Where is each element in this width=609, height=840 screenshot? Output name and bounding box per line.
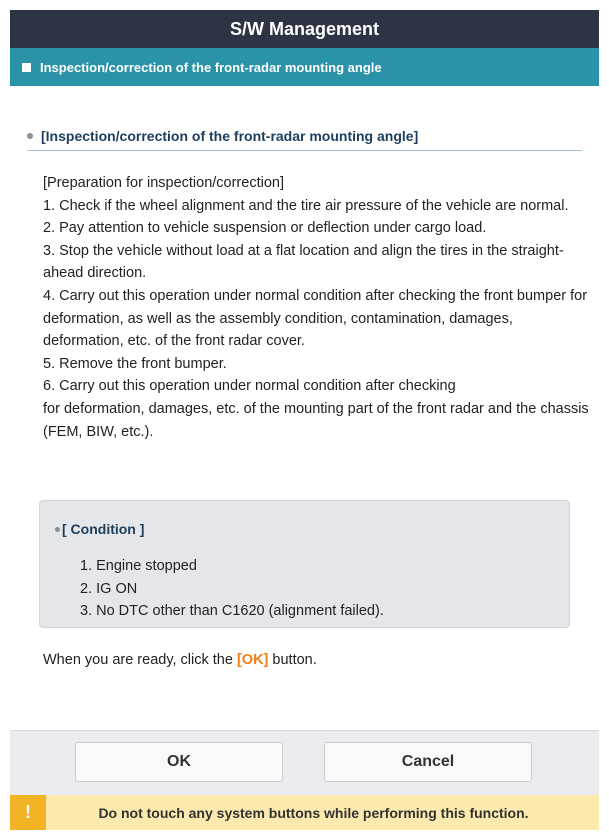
ok-button[interactable]: OK [75, 742, 283, 782]
condition-list [80, 555, 384, 623]
warning-icon: ! [10, 795, 46, 830]
subheader-bar [10, 48, 599, 86]
dialog [10, 10, 599, 840]
warning-bar [10, 795, 599, 830]
ready-prompt-before: When you are ready, click the [43, 652, 237, 668]
ready-prompt [43, 652, 317, 668]
instruction-line: [Preparation for inspection/correction] [43, 175, 284, 191]
instruction-line: 1. Check if the wheel alignment and the tire air pressure of the vehicle are normal. [43, 197, 569, 214]
condition-item: 3. No DTC other than C1620 (alignment failed). [80, 603, 384, 620]
condition-title: [ Condition ] [62, 521, 145, 537]
warning-text: Do not touch any system buttons while performing this function. [98, 804, 529, 821]
instruction-line: 5. Remove the front bumper. [43, 355, 227, 372]
instruction-line: for deformation, damages, etc. of the mounting part of the front radar and the chassis (FEM, BIW, etc.). [43, 400, 589, 440]
condition-box [39, 500, 570, 628]
condition-item: 1. Engine stopped [80, 558, 197, 574]
condition-item: 2. IG ON [80, 580, 138, 597]
condition-heading [55, 521, 144, 537]
instructions [43, 172, 591, 443]
instruction-line: 6. Carry out this operation under normal condition after checking [43, 378, 456, 395]
section-title: [Inspection/correction of the front-radar mounting angle] [41, 128, 419, 144]
instruction-line: 3. Stop the vehicle without load at a flat location and align the tires in the straight-ahead direction. [43, 242, 564, 282]
window-title: S/W Management [10, 10, 599, 48]
bullet-icon [27, 133, 33, 139]
ready-prompt-after: button. [268, 652, 317, 668]
bullet-icon [55, 527, 60, 532]
instruction-line: 2. Pay attention to vehicle suspension or deflection under cargo load. [43, 220, 487, 237]
ok-highlight: [OK] [236, 652, 269, 668]
instruction-line: 4. Carry out this operation under normal condition after checking the front bumper for deformation, as well as the assembly condition, contamination, damages, deformation, etc. of the front radar cover. [43, 287, 588, 350]
subheader-label: Inspection/correction of the front-radar mounting angle [40, 59, 382, 75]
square-icon [22, 63, 31, 72]
cancel-button[interactable]: Cancel [324, 742, 532, 782]
button-footer [10, 730, 599, 796]
section-heading [27, 122, 582, 151]
